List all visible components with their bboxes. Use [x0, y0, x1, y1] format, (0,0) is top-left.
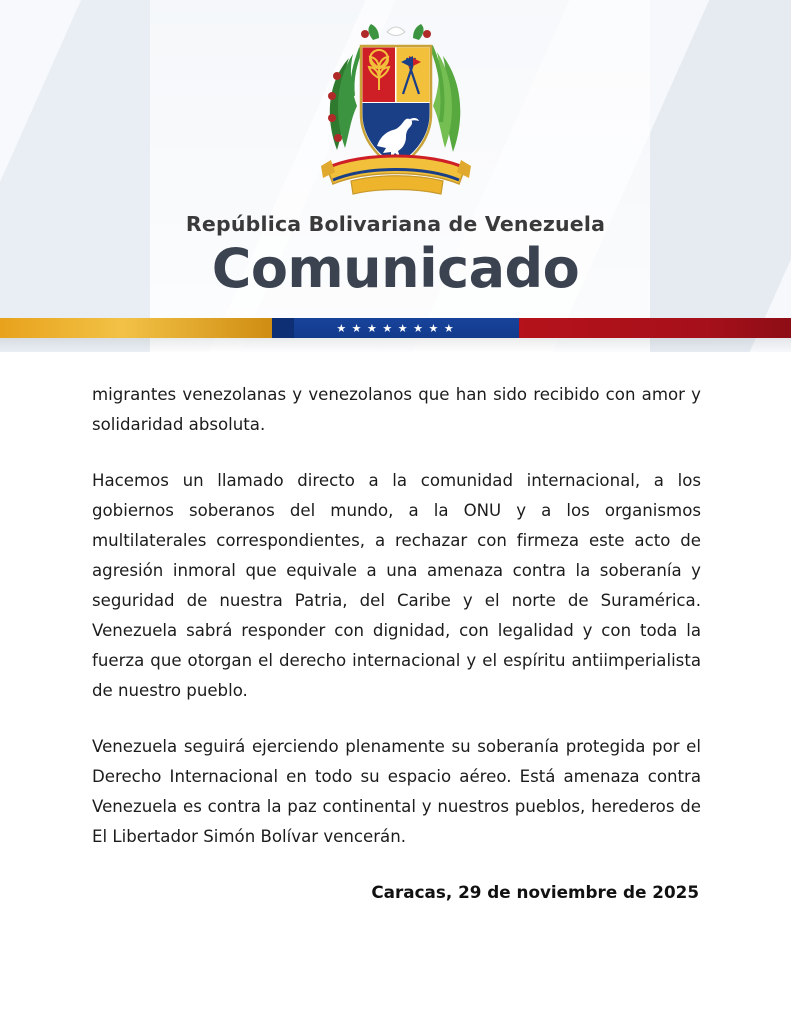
coat-of-arms-icon [291, 18, 501, 203]
ribbon-blue-cap [272, 318, 294, 338]
tricolor-ribbon [0, 318, 791, 338]
header-title-block [0, 212, 791, 300]
country-name: República Bolivariana de Venezuela [185, 212, 606, 236]
coat-of-arms-wrapper [0, 18, 791, 203]
ribbon-red-segment [519, 318, 791, 338]
paragraph-3: Venezuela seguirá ejerciendo plenamente su soberanía protegida por el Derecho Internacional en todo su espacio aéreo. Está amenaza contra Venezuela es contra la paz continental y nuestros pueblos, herederos de El Libertador Simón Bolívar vencerán. [92, 737, 701, 846]
paragraph-2: Hacemos un llamado directo a la comunidad internacional, a los gobiernos soberanos del mundo, a la ONU y a los organismos multilaterales correspondientes, a rechazar con firmeza este acto de agresión inmoral que equivale a una amenaza contra la soberanía y seguridad de nuestra Patria, del Caribe y el norte de Suramérica. Venezuela sabrá responder con dignidad, con legalidad y con toda la fuerza que otorgan el derecho internacional y el espíritu antiimperialista de nuestro pueblo. [92, 471, 701, 700]
page-title: Comunicado [211, 237, 580, 300]
document-body [0, 352, 791, 1024]
paragraph-1: migrantes venezolanas y venezolanos que han sido recibido con amor y solidaridad absoluta. [92, 385, 701, 434]
ribbon-gold-segment [0, 318, 272, 338]
document-header [0, 0, 791, 352]
ribbon-blue-stars-segment [272, 318, 519, 338]
place-and-date: Caracas, 29 de noviembre de 2025 [371, 882, 699, 902]
ribbon-stars: ★ ★ ★ ★ ★ ★ ★ ★ [336, 321, 455, 335]
ribbon-shadow [0, 338, 791, 352]
